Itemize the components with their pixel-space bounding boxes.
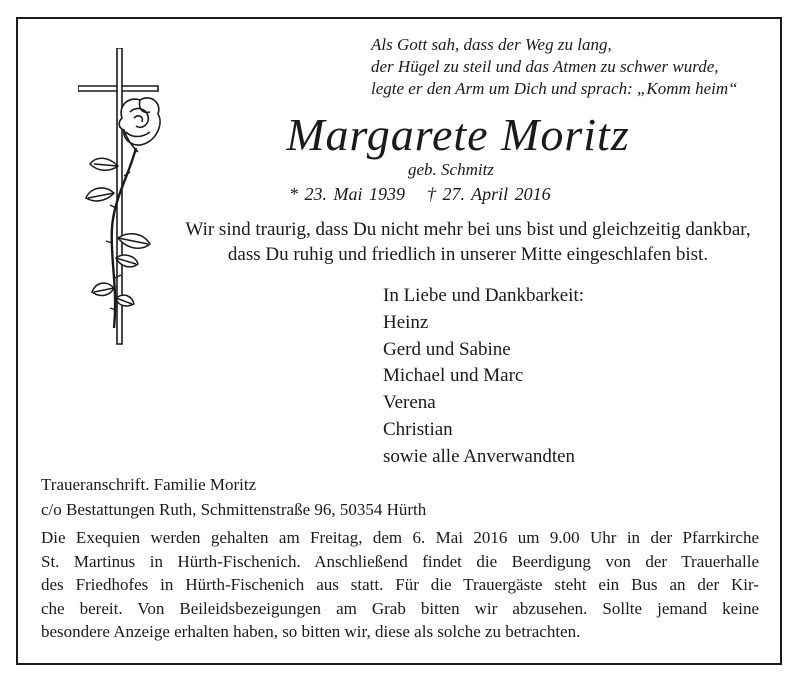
mourners-heading: In Liebe und Dankbarkeit: [383, 285, 585, 306]
mourner-name: Gerd und Sabine [383, 338, 511, 360]
mourner-name: sowie alle Anverwandten [383, 445, 576, 467]
cross-with-rose-icon [78, 48, 168, 353]
condolence-message [130, 217, 800, 267]
mourner-name: Christian [383, 418, 453, 440]
mourner-name: Heinz [383, 311, 429, 333]
death-date: † 27. April 2016 [427, 184, 551, 204]
message-line: Wir sind traurig, dass Du nicht mehr bei uns bist und gleichzeitig dankbar, [185, 219, 751, 240]
service-line: che bereit. Von Beileidsbezeigungen am Grab bitten wir abzusehen. Sollte jemand keine [41, 598, 759, 618]
birth-name: geb. Schmitz [408, 160, 494, 179]
message-line: dass Du ruhig und friedlich in unserer Mitte eingeschlafen bist. [227, 244, 709, 265]
life-dates [289, 182, 551, 206]
service-line: St. Martinus in Hürth-Fischenich. Anschließend findet die Beerdigung von der Trauerhalle [41, 551, 759, 571]
mourner-name: Michael und Marc [383, 365, 524, 387]
service-line: besondere Anzeige erhalten haben, so bitten wir, diese als solche zu betrachten. [41, 622, 581, 642]
mourning-address [41, 472, 426, 522]
poem [371, 34, 738, 100]
address-line: Traueranschrift. Familie Moritz [41, 475, 257, 494]
deceased-name: Margarete Moritz [286, 109, 630, 160]
poem-line: legte er den Arm um Dich und sprach: „Komm heim“ [371, 79, 738, 98]
address-line: c/o Bestattungen Ruth, Schmittenstraße 96, 50354 Hürth [41, 500, 427, 519]
service-details [41, 526, 759, 644]
mourner-name: Verena [383, 392, 436, 414]
service-line: des Friedhofes in Hürth-Fischenich aus statt. Für die Trauergäste steht ein Bus an der Kir- [41, 575, 759, 595]
birth-date: * 23. Mai 1939 [289, 184, 405, 204]
poem-line: der Hügel zu steil und das Atmen zu schwer wurde, [371, 57, 719, 76]
poem-line: Als Gott sah, dass der Weg zu lang, [371, 35, 612, 54]
service-line: Die Exequien werden gehalten am Freitag, dem 6. Mai 2016 um 9.00 Uhr in der Pfarrkirche [41, 528, 759, 547]
mourners-list [383, 283, 584, 471]
